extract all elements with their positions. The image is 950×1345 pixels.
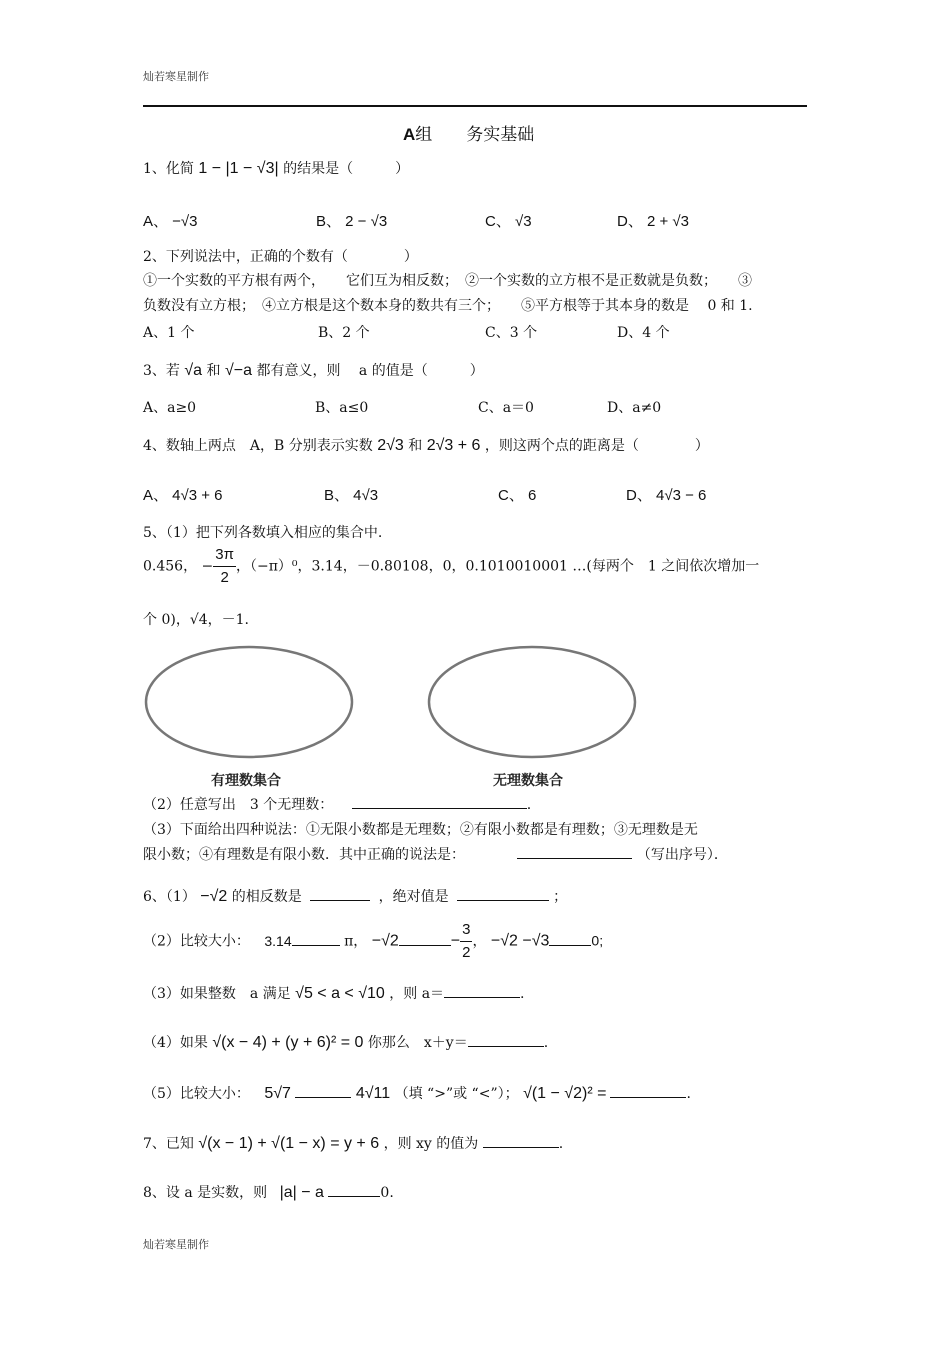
q1-tail: 的结果是（ ） <box>283 161 410 177</box>
q4-expr-1: 2√3 <box>377 437 404 454</box>
q5-part3-line1: （3）下面给出四种说法：①无限小数都是无理数；②有限小数都是有理数；③无理数是无 <box>143 822 698 838</box>
q3-stem: 3、若 <box>143 363 180 379</box>
q6-p5-v1: 5√7 <box>264 1085 291 1102</box>
q6-p1-b: 的相反数是 <box>231 889 302 905</box>
q7-b: ，则 xy 的值为 <box>383 1136 479 1152</box>
q6-p3-end: . <box>520 986 525 1002</box>
set-ellipses <box>140 640 650 765</box>
q6-p2-label: （2）比较大小： <box>143 933 250 950</box>
q6-p5-blank-1[interactable] <box>295 1083 351 1098</box>
rational-set-label: 有理数集合 <box>211 772 281 788</box>
q1-option-a: A、 −√3 <box>143 213 198 230</box>
q5-part3-blank[interactable] <box>517 844 632 859</box>
q4-option-c: C、 6 <box>498 487 537 504</box>
q6-p3-b: ，则 a＝ <box>389 986 445 1002</box>
q6-p1-blank-1[interactable] <box>310 886 370 901</box>
q6-p2-fraction <box>460 919 472 964</box>
q3-tail: 都有意义，则 a 的值是（ ） <box>256 363 484 379</box>
q6-p4-expr: √(x − 4) + (y + 6)² = 0 <box>212 1034 364 1051</box>
q6-p2-frac-num: 3 <box>460 919 472 942</box>
q6-p2-blank-1[interactable] <box>292 931 340 946</box>
q2-option-b: B、2 个 <box>318 325 370 341</box>
q6-p2-pi: π， <box>344 933 368 950</box>
q1-option-b: B、 2 − √3 <box>316 213 388 230</box>
q8-expr: |a| − a <box>279 1184 324 1201</box>
q2-line2: 负数没有立方根； ④立方根是这个数本身的数共有三个； ⑤平方根等于其本身的数是 0 和 1. <box>143 298 753 314</box>
q4-option-b: B、 4√3 <box>324 487 379 504</box>
q6-p2-frac-den: 2 <box>462 944 471 961</box>
section-group: A <box>403 125 416 144</box>
q6-p5-label: （5）比较大小： <box>143 1086 250 1102</box>
q5-part2-blank[interactable] <box>352 794 527 809</box>
q1-expr: 1 − |1 − √3| <box>198 160 279 177</box>
q5-n1: 0.456， <box>143 558 198 575</box>
q6-p1-label: 6、（1） <box>143 889 196 905</box>
q6-p5-b: （填 “>”或 “<”）； <box>394 1086 519 1102</box>
q8-label: 8、设 a 是实数，则 <box>143 1185 268 1201</box>
header-rule <box>143 105 807 107</box>
q7-blank[interactable] <box>483 1133 559 1148</box>
q6-p2-sep: ， <box>472 933 487 950</box>
q4-stem-line <box>143 435 709 455</box>
q5-part3-tail: （写出序号）． <box>636 847 728 863</box>
q6-p1-c: ，绝对值是 <box>378 889 449 905</box>
q8-line <box>143 1182 394 1202</box>
q3-option-d: D、a≠0 <box>607 400 662 416</box>
q4-tail: ，则这两个点的距离是（ ） <box>484 438 709 454</box>
q3-expr-1: √a <box>184 362 203 379</box>
q6-p2-v1: 3.14 <box>264 932 292 949</box>
q8-end: 0. <box>380 1185 394 1201</box>
section-title <box>403 120 534 145</box>
q6-part1 <box>143 886 567 906</box>
q3-option-c: C、a＝0 <box>478 400 534 416</box>
rational-set-ellipse <box>146 647 352 757</box>
q6-p3-label: （3）如果整数 a 满足 <box>143 986 291 1002</box>
q3-option-b: B、a≤0 <box>315 400 369 416</box>
q6-p1-end: ； <box>553 889 568 905</box>
q6-p2-end: 0; <box>591 932 604 949</box>
irrational-set-label: 无理数集合 <box>493 772 563 788</box>
section-title-text: 组 务实基础 <box>415 125 535 145</box>
q5-part3-line2-row <box>143 844 728 864</box>
q6-p4-b: 你那么 x＋y＝ <box>367 1035 468 1051</box>
q2-option-a: A、1 个 <box>143 325 195 341</box>
q6-p5-v2: 4√11 <box>355 1085 391 1102</box>
footer-watermark: 灿若寒星制作 <box>143 1238 209 1251</box>
q1-stem: 1、化简 <box>143 161 194 177</box>
q6-p2-frac-sign: − <box>450 932 461 950</box>
q3-option-a: A、a≥0 <box>143 400 197 416</box>
q5-frac-num: 3π <box>213 544 236 567</box>
q6-p4-label: （4）如果 <box>143 1035 208 1051</box>
q6-p1-blank-2[interactable] <box>457 886 549 901</box>
q6-part2 <box>143 919 603 964</box>
q6-p3-blank[interactable] <box>444 983 520 998</box>
q3-expr-2: √−a <box>224 362 252 379</box>
q7-label: 7、已知 <box>143 1136 194 1152</box>
q1-option-d: D、 2 + √3 <box>617 213 690 230</box>
q7-end: . <box>558 1136 564 1152</box>
q6-p5-expr: √(1 − √2)² = <box>523 1085 607 1102</box>
irrational-set-ellipse <box>429 647 635 757</box>
q6-part5 <box>143 1083 691 1103</box>
q6-p4-end: . <box>543 1035 549 1051</box>
q5-part2: （2）任意写出 3 个无理数： <box>143 797 334 813</box>
q5-line2: 个 0)，√4，－1. <box>143 612 250 628</box>
q6-part4 <box>143 1032 548 1052</box>
q4-option-a: A、 4√3 + 6 <box>143 487 223 504</box>
q3-stem-line <box>143 360 484 380</box>
q4-expr-2: 2√3 + 6 <box>426 437 481 454</box>
q8-blank[interactable] <box>328 1182 380 1197</box>
q6-p5-end: . <box>686 1086 691 1102</box>
q6-p2-v3: −√2 −√3 <box>490 932 550 950</box>
q5-numbers-line <box>143 544 759 589</box>
header-watermark: 灿若寒星制作 <box>143 70 209 83</box>
q6-p3-expr: √5 < a < √10 <box>295 985 385 1002</box>
q5-frac-den: 2 <box>220 569 229 586</box>
q1-stem-line <box>143 158 409 178</box>
q2-option-d: D、4 个 <box>617 325 670 341</box>
q5-stem: 5、（1）把下列各数填入相应的集合中. <box>143 525 383 541</box>
q6-p4-blank[interactable] <box>468 1032 544 1047</box>
q7-line <box>143 1133 563 1153</box>
q6-p2-blank-3[interactable] <box>549 931 591 946</box>
q5-frac-sign: − <box>201 558 214 575</box>
q1-option-c: C、 √3 <box>485 213 532 230</box>
q5-fraction <box>213 544 236 589</box>
q6-p2-blank-2[interactable] <box>399 931 451 946</box>
q4-stem: 4、数轴上两点 A，B 分别表示实数 <box>143 438 373 454</box>
q5-part3-line2: 限小数；④有理数是有限小数．其中正确的说法是： <box>143 847 465 863</box>
q6-p2-v2: −√2 <box>371 932 399 950</box>
q6-part3 <box>143 983 525 1003</box>
q6-p5-blank-2[interactable] <box>610 1083 686 1098</box>
q2-option-c: C、3 个 <box>485 325 538 341</box>
q6-p1-expr: −√2 <box>200 888 228 905</box>
q4-option-d: D、 4√3 − 6 <box>626 487 707 504</box>
q4-mid: 和 <box>408 438 423 454</box>
q7-expr: √(x − 1) + √(1 − x) = y + 6 <box>198 1135 380 1152</box>
q3-mid: 和 <box>206 363 221 379</box>
q5-part2-line: （2）任意写出 3 个无理数： . <box>143 794 531 814</box>
q2-stem: 2、下列说法中，正确的个数有（ ） <box>143 249 418 265</box>
q2-line1: ①一个实数的平方根有两个， 它们互为相反数； ②一个实数的立方根不是正数就是负数； ③ <box>143 273 752 289</box>
q5-n2: ，（−π）⁰，3.14，－0.80108，0，0.1010010001 …(每两个 1 之间依次增加一 <box>235 558 760 575</box>
